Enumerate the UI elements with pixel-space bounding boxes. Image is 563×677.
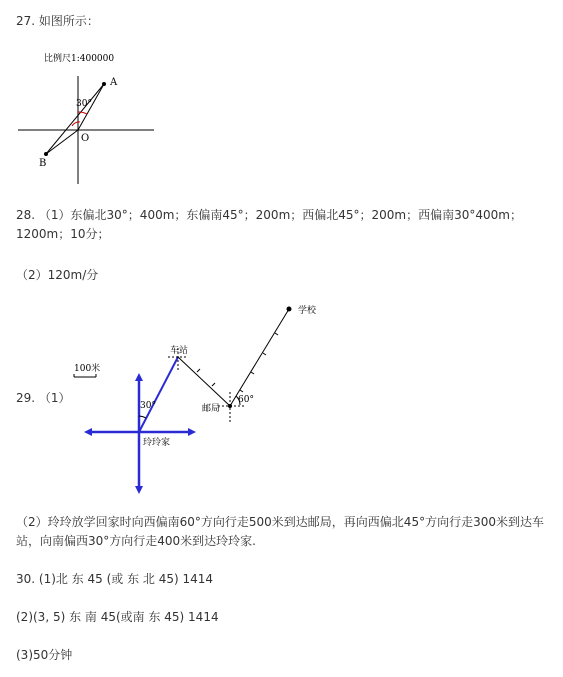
q29-school-point [287, 307, 292, 312]
q27-heading: 27. 如图所示： [16, 14, 99, 28]
q30-part1: 30. (1)北 东 45 (或 东 北 45) 1414 [16, 572, 214, 586]
q29-tick-ps-3 [263, 353, 266, 355]
q27-scale-label: 比例尺1:400000 [44, 54, 115, 64]
q29-tick-sp-1 [197, 369, 200, 372]
q29-path-station-post [178, 357, 230, 406]
q27-point-a [102, 82, 106, 86]
q29-tick-ps-1 [240, 390, 243, 392]
q29-post-label: 邮局 [202, 404, 221, 414]
q29-school-label: 学校 [298, 306, 317, 316]
q29-tick-sp-2 [212, 383, 215, 386]
q30-part2: (2)(3, 5) 东 南 45(或南 东 45) 1414 [16, 610, 219, 624]
q29-y-arrow-down [135, 486, 143, 494]
q29-part1-label: 29. （1） [16, 391, 71, 405]
q29-path-home-station [139, 357, 178, 432]
q27-label-a: A [110, 77, 118, 88]
q28-part2: （2）120m/分 [16, 268, 99, 282]
q29-tick-ps-2 [251, 372, 254, 374]
q27-angle-label: 30° [76, 99, 92, 109]
q27-segment-ob [46, 130, 78, 154]
q27-label-b: B [39, 158, 47, 169]
q27-point-b [44, 152, 48, 156]
q29-tick-ps-4 [275, 333, 278, 335]
q29-part2: （2）玲玲放学回家时向西偏南60°方向行走500米到达邮局，再向西偏北45°方向行走300米到达车站，向南偏西30°方向行走400米到达玲玲家. [16, 515, 544, 548]
q29-scale-label: 100米 [74, 364, 101, 374]
q30-part3: (3)50分钟 [16, 648, 73, 662]
q29-y-arrow-up [135, 373, 143, 381]
q29-station-label: 车站 [170, 346, 189, 356]
q29-path-post-school [230, 309, 289, 406]
q27-label-o: O [81, 133, 90, 144]
q29-angle-60-label: 60° [238, 395, 254, 405]
q29-x-arrow-left [84, 428, 92, 436]
q28-part1: 28. （1）东偏北30°；400m；东偏南45°；200m；西偏北45°；200m；西偏南30°400m；1200m；10分； [16, 208, 522, 241]
q27-segment-ab [46, 84, 104, 154]
q27-angle-arc-2 [72, 122, 80, 126]
q29-home-label: 玲玲家 [143, 438, 171, 448]
q29-x-arrow-right [188, 428, 196, 436]
q29-angle-30-label: 30° [140, 401, 156, 411]
q29-figure [70, 298, 330, 494]
q27-figure [14, 48, 159, 188]
